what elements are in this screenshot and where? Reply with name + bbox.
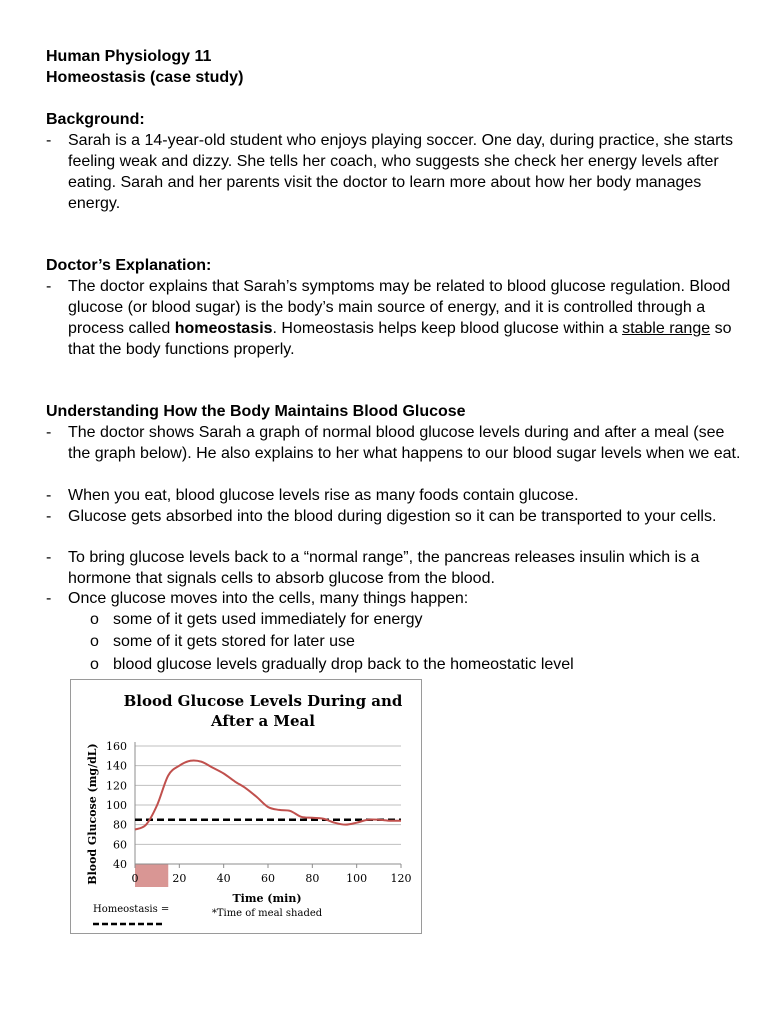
y-tick-label: 140 (106, 759, 127, 773)
meal-shaded-region (135, 864, 168, 887)
bullet-dash: - (46, 278, 52, 295)
x-axis-label: Time (min) (232, 892, 302, 905)
sub-bullet-text: blood glucose levels gradually drop back to the homeostatic level (113, 656, 574, 673)
y-tick-label: 40 (113, 858, 127, 871)
doctor-text-part: . Homeostasis helps keep blood glucose within a (272, 320, 623, 337)
y-tick-label: 100 (106, 799, 127, 812)
chart-canvas (71, 680, 421, 933)
x-tick-label: 20 (172, 872, 187, 885)
document-subtitle: Homeostasis (case study) (46, 69, 244, 86)
bullet-text: Glucose gets absorbed into the blood during digestion so it can be transported to your cells. (68, 508, 717, 525)
understanding-bullet (46, 547, 746, 589)
sub-bullet-marker: o (90, 633, 99, 650)
x-tick-label: 60 (261, 872, 275, 885)
doctor-heading: Doctor’s Explanation: (46, 257, 212, 274)
stable-range-term: stable range (622, 320, 711, 337)
chart-plot-area (106, 740, 412, 887)
background-heading: Background: (46, 111, 145, 128)
sub-bullet-text: some of it gets stored for later use (113, 633, 355, 650)
x-tick-label: 100 (346, 872, 368, 885)
understanding-bullet (46, 485, 746, 506)
bullet-text: To bring glucose levels back to a “normal range”, the pancreas releases insulin which is a hormone that signals cells to absorb glucose from the blood. (68, 549, 700, 587)
understanding-heading: Understanding How the Body Maintains Blood Glucose (46, 403, 466, 420)
legend-label: Homeostasis = (93, 904, 170, 915)
homeostasis-term: homeostasis (174, 320, 273, 337)
sub-bullet (90, 631, 355, 652)
bullet-dash: - (46, 132, 52, 149)
sub-bullet (90, 609, 422, 630)
sub-bullet-marker: o (90, 611, 99, 628)
course-title: Human Physiology 11 (46, 48, 212, 65)
bullet-dash: - (46, 590, 52, 607)
blood-glucose-chart (70, 679, 422, 934)
sub-bullet-marker: o (90, 656, 99, 673)
bullet-dash: - (46, 424, 52, 441)
doctor-bullet (46, 276, 746, 360)
x-tick-label: 80 (305, 872, 320, 885)
bullet-dash: - (46, 549, 52, 566)
background-text: Sarah is a 14-year-old student who enjoys playing soccer. One day, during practice, she starts feeling weak and dizzy. She tells her coach, who suggests she check her energy levels after eating. Sarah and her parents visit the doctor to learn more about how her body manages energy. (68, 132, 733, 212)
chart-title-line2: After a Meal (211, 712, 315, 730)
understanding-bullet (46, 588, 746, 609)
bullet-text: When you eat, blood glucose levels rise as many foods contain glucose. (68, 487, 579, 504)
doctor-text (68, 276, 746, 360)
meal-note: *Time of meal shaded (211, 908, 323, 919)
x-tick-label: 120 (390, 872, 412, 885)
bullet-text: Once glucose moves into the cells, many things happen: (68, 590, 469, 607)
bullet-dash: - (46, 487, 52, 504)
doctor-text-part: The doctor explains that Sarah’s symptoms may be related to blood glucose regulation. Blood glucose (or blood sugar) is the body’s main source of energy, and it is controlled through a process called (68, 278, 731, 337)
understanding-bullet (46, 422, 746, 464)
y-tick-label: 80 (113, 818, 127, 832)
bullet-text: The doctor shows Sarah a graph of normal blood glucose levels during and after a meal (see the graph below). He also explains to her what happens to our blood sugar levels when we eat. (68, 424, 741, 462)
x-tick-label: 0 (131, 872, 139, 885)
understanding-bullet (46, 506, 746, 527)
x-tick-label: 40 (216, 872, 231, 885)
chart-title-line1: Blood Glucose Levels During and (123, 692, 403, 710)
y-tick-label: 120 (106, 779, 127, 793)
sub-bullet-text: some of it gets used immediately for energy (113, 611, 423, 628)
y-tick-label: 60 (113, 838, 127, 852)
y-axis-label: Blood Glucose (mg/dL) (86, 743, 99, 885)
y-tick-label: 160 (106, 740, 127, 753)
background-bullet (46, 130, 746, 214)
doctor-text-part: so that the body functions properly. (68, 320, 732, 358)
sub-bullet (90, 654, 574, 675)
bullet-dash: - (46, 508, 52, 525)
